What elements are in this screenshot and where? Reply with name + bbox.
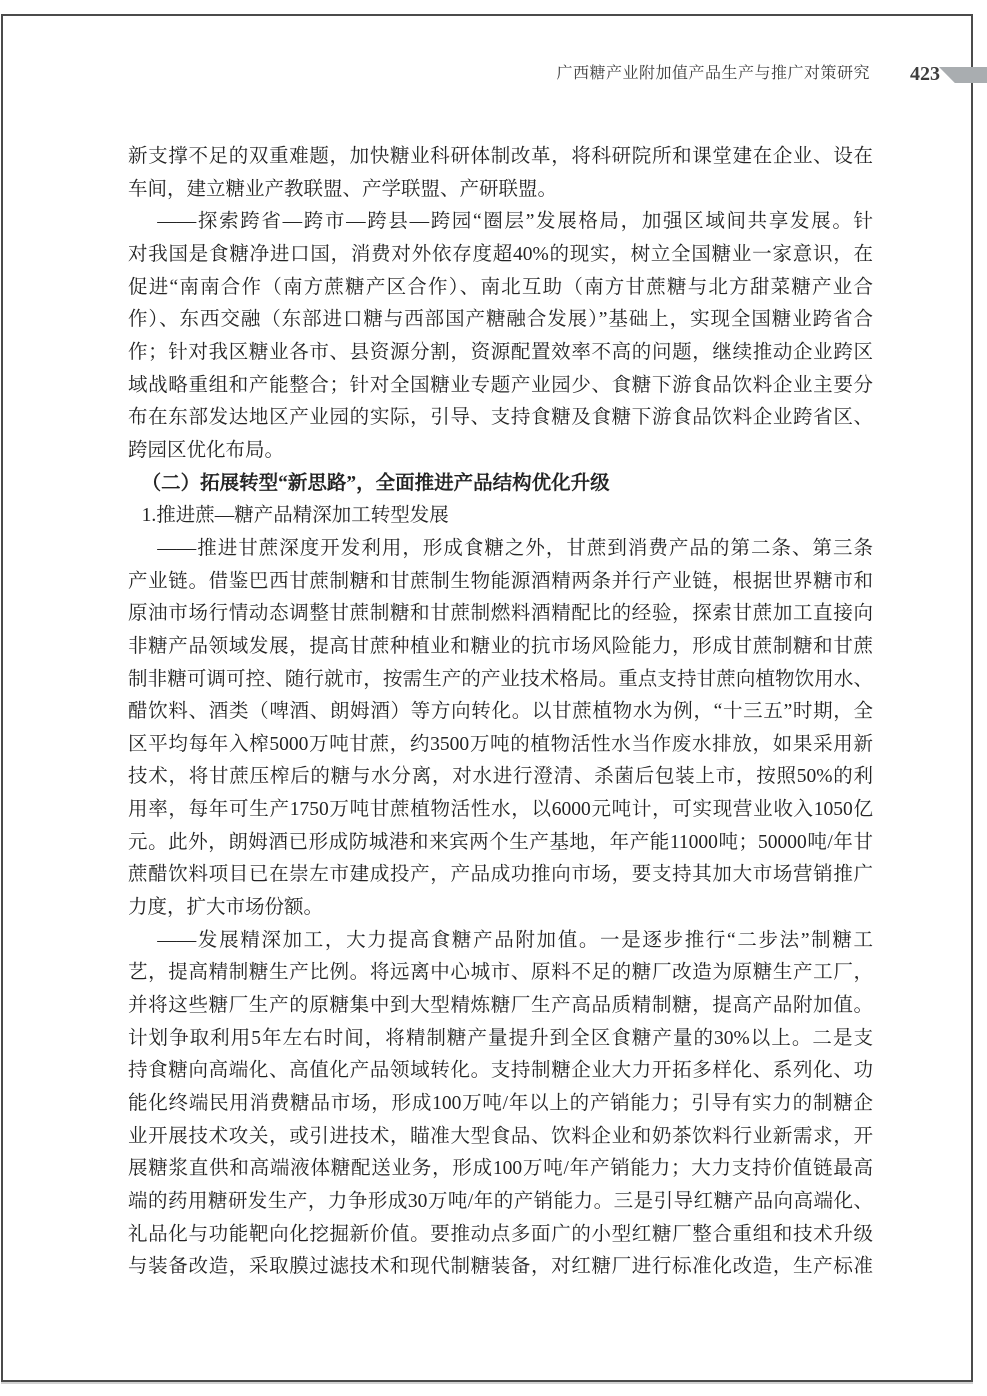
text-line: 端的药用糖研发生产，力争形成30万吨/年的产销能力。三是引导红糖产品向高端化、: [128, 1191, 873, 1212]
text-line: 跨园区优化布局。: [128, 439, 285, 461]
text-line: 能化终端民用消费糖品市场，形成100万吨/年以上的产销能力；引导有实力的制糖企: [128, 1093, 873, 1115]
text-line: 非糖产品领域发展，提高甘蔗种植业和糖业的抗市场风险能力，形成甘蔗制糖和甘蔗: [128, 635, 873, 657]
text-line: 产业链。借鉴巴西甘蔗制糖和甘蔗制生物能源酒精两条并行产业链，根据世界糖市和: [128, 570, 873, 592]
running-header-title: 广西糖产业附加值产品生产与推广对策研究: [556, 65, 870, 82]
text-line: 蔗醋饮料项目已在崇左市建成投产，产品成功推向市场，要支持其加大市场营销推广: [128, 864, 873, 886]
text-line: 力度，扩大市场份额。: [128, 897, 324, 919]
text-line: ——探索跨省—跨市—跨县—跨园“圈层”发展格局，加强区域间共享发展。针: [157, 211, 873, 233]
text-line: ——发展精深加工，大力提高食糖产品附加值。一是逐步推行“二步法”制糖工: [157, 929, 873, 951]
text-line: ——推进甘蔗深度开发利用，形成食糖之外，甘蔗到消费产品的第二条、第三条: [157, 537, 873, 559]
text-line: 1.推进蔗—糖产品精深加工转型发展: [141, 505, 449, 527]
text-line: 促进“南南合作（南方蔗糖产区合作）、南北互助（南方甘蔗糖与北方甜菜糖产业合: [128, 276, 873, 298]
body-text: [128, 141, 873, 1284]
text-line: 制非糖可调可控、随行就市，按需生产的产业技术格局。重点支持甘蔗向植物饮用水、: [128, 668, 873, 690]
text-line: （二）拓展转型“新思路”，全面推进产品结构优化升级: [141, 472, 610, 494]
text-line: 计划争取利用5年左右时间，将精制糖产量提升到全区食糖产量的30%以上。二是支: [128, 1027, 873, 1049]
text-line: 技术，将甘蔗压榨后的糖与水分离，对水进行澄清、杀菌后包装上市，按照50%的利: [128, 766, 873, 788]
text-line: 与装备改造，采取膜过滤技术和现代制糖装备，对红糖厂进行标准化改造，生产标准: [128, 1256, 873, 1278]
text-line: 原油市场行情动态调整甘蔗制糖和甘蔗制燃料酒精配比的经验，探索甘蔗加工直接向: [128, 603, 873, 625]
text-line: 区平均每年入榨5000万吨甘蔗，约3500万吨的植物活性水当作废水排放，如果采用新: [128, 733, 873, 755]
text-line: 布在东部发达地区产业园的实际，引导、支持食糖及食糖下游食品饮料企业跨省区、: [128, 407, 873, 429]
text-line: 艺，提高精制糖生产比例。将远离中心城市、原料不足的糖厂改造为原糖生产工厂，: [128, 962, 873, 984]
text-line: 业开展技术攻关，或引进技术，瞄准大型食品、饮料企业和奶茶饮料行业新需求，开: [128, 1125, 873, 1147]
text-line: 域战略重组和产能整合；针对全国糖业专题产业园少、食糖下游食品饮料企业主要分: [128, 374, 873, 396]
page-number: 423: [910, 63, 940, 85]
text-line: 展糖浆直供和高端液体糖配送业务，形成100万吨/年产销能力；大力支持价值链最高: [128, 1158, 873, 1180]
text-line: 作）、东西交融（东部进口糖与西部国产糖融合发展）”基础上，实现全国糖业跨省合: [128, 309, 873, 331]
text-line: 并将这些糖厂生产的原糖集中到大型精炼糖厂生产高品质精制糖，提高产品附加值。: [128, 995, 873, 1017]
text-line: 新支撑不足的双重难题，加快糖业科研体制改革，将科研院所和课堂建在企业、设在: [128, 146, 873, 167]
text-line: 元。此外，朗姆酒已形成防城港和来宾两个生产基地，年产能11000吨；50000吨/年甘: [128, 831, 873, 853]
text-line: 车间，建立糖业产教联盟、产学联盟、产研联盟。: [128, 178, 558, 200]
text-line: 礼品化与功能靶向化挖掘新价值。要推动点多面广的小型红糖厂整合重组和技术升级: [128, 1223, 873, 1245]
text-line: 用率，每年可生产1750万吨甘蔗植物活性水，以6000元吨计，可实现营业收入1050亿: [128, 799, 873, 821]
text-line: 对我国是食糖净进口国，消费对外依存度超40%的现实，树立全国糖业一家意识，在: [128, 243, 873, 265]
text-line: 作；针对我区糖业各市、县资源分割，资源配置效率不高的问题，继续推动企业跨区: [128, 341, 873, 363]
text-line: 醋饮料、酒类（啤酒、朗姆酒）等方向转化。以甘蔗植物水为例，“十三五”时期，全: [128, 701, 873, 723]
text-line: 持食糖向高端化、高值化产品领域转化。支持制糖企业大力开拓多样化、系列化、功: [128, 1060, 873, 1082]
